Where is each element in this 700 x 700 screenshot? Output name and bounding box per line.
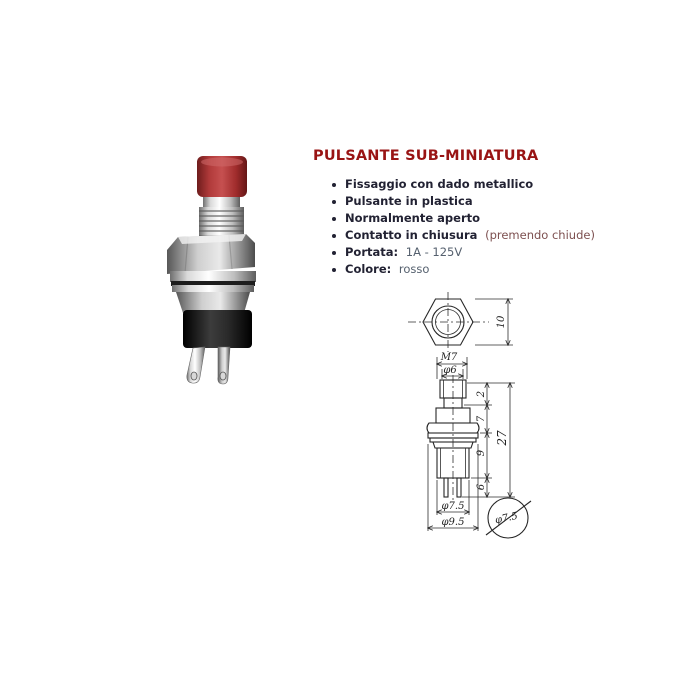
page-title: PULSANTE SUB-MINIATURA: [313, 148, 539, 164]
feature-item: [313, 193, 613, 210]
thread-label: M7: [440, 352, 458, 363]
bullet-icon: [332, 183, 336, 187]
photo-metal-neck: [203, 197, 240, 207]
feature-label: Pulsante in plastica: [345, 194, 473, 208]
dim-2-label: 2: [476, 390, 487, 398]
dim-9-label: 9: [476, 449, 487, 457]
feature-item: [313, 261, 613, 278]
flange-diameter-label: φ9.5: [441, 517, 465, 528]
photo-collar: [176, 292, 250, 313]
feature-item: [313, 227, 613, 244]
feature-label: Colore:: [345, 262, 392, 276]
button-diameter-label: φ6: [443, 365, 457, 376]
photo-red-cap: [197, 156, 247, 197]
feature-label: Fissaggio con dado metallico: [345, 177, 534, 191]
nut-width-label: 10: [496, 315, 507, 329]
dim-7-label: 7: [476, 415, 487, 423]
drawing-top-view: [408, 292, 513, 352]
bullet-icon: [332, 234, 336, 238]
feature-label: Contatto in chiusura: [345, 228, 478, 242]
feature-item: [313, 210, 613, 227]
dimension-drawing: [393, 287, 573, 555]
body-diameter-label: φ7.5: [441, 501, 465, 512]
feature-value: 1A - 125V: [405, 245, 463, 259]
bullet-icon: [332, 217, 336, 221]
bullet-icon: [332, 268, 336, 272]
hole-diameter-label: φ7.5: [494, 510, 519, 527]
technical-drawing: [393, 287, 573, 555]
bullet-icon: [332, 200, 336, 204]
feature-item: [313, 244, 613, 261]
feature-list: [313, 176, 613, 278]
photo-terminals: [187, 347, 230, 384]
feature-value: rosso: [398, 262, 430, 276]
feature-label: Portata:: [345, 245, 399, 259]
feature-item: [313, 176, 613, 193]
feature-label: Normalmente aperto: [345, 211, 481, 225]
feature-note: (premendo chiude): [485, 228, 595, 242]
drawing-side-view: [427, 352, 515, 531]
photo-hex-nut: [167, 234, 255, 274]
photo-washer: [170, 271, 256, 292]
product-photo: [158, 153, 264, 390]
bullet-icon: [332, 251, 336, 255]
dim-total-label: 27: [495, 430, 509, 446]
drawing-mounting-hole: [486, 498, 531, 538]
photo-black-body: [183, 310, 252, 348]
pushbutton-photo-illustration: [158, 153, 264, 390]
dim-6-label: 6: [476, 483, 487, 491]
